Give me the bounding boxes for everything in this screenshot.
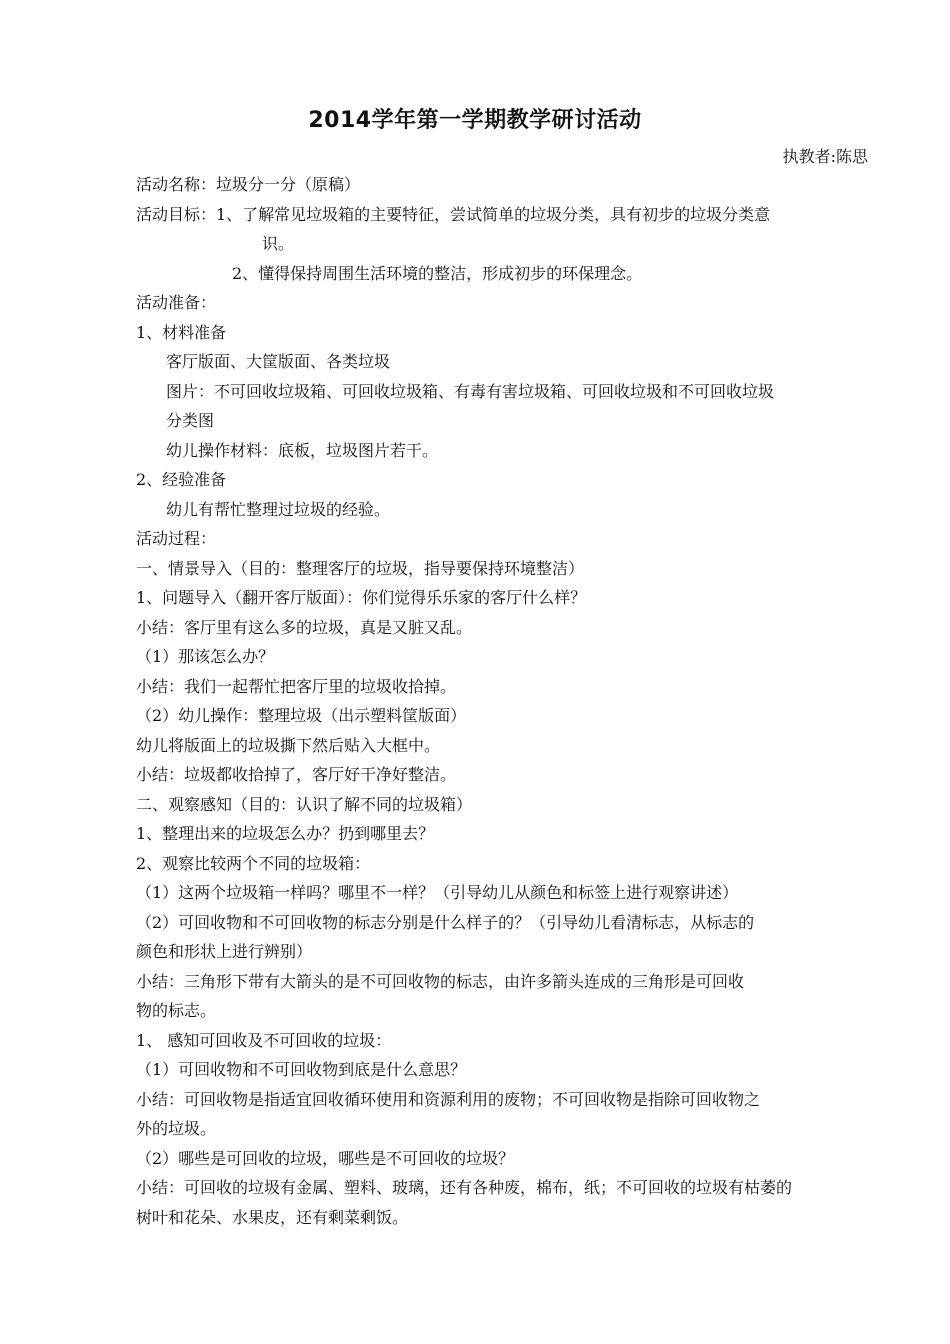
activity-goal-2: 2、懂得保持周围生活环境的整洁，形成初步的环保理念。 <box>232 263 643 283</box>
summary-1: 小结：客厅里有这么多的垃圾，真是又脏又乱。 <box>136 617 473 637</box>
prep-experience-text: 幼儿有帮忙整理过垃圾的经验。 <box>166 499 391 519</box>
section-two: 二、观察感知（目的：认识了解不同的垃圾箱） <box>136 794 473 814</box>
sub-question-1: （1）这两个垃圾箱一样吗？哪里不一样？（引导幼儿从颜色和标签上进行观察讲述） <box>136 883 739 902</box>
document-title: 2014学年第一学期教学研讨活动 <box>308 108 642 133</box>
author-line: 执教者:陈思 <box>782 147 868 166</box>
sub-item-1: （1）那该怎么办？ <box>136 647 275 666</box>
question-2: 2、观察比较两个不同的垃圾箱： <box>136 853 371 873</box>
activity-name: 活动名称：垃圾分一分（原稿） <box>136 175 361 194</box>
summary-2: 小结：我们一起帮忙把客厅里的垃圾收拾掉。 <box>136 676 457 696</box>
prep-materials-child: 幼儿操作材料：底板，垃圾图片若干。 <box>166 440 439 460</box>
summary-4-cont: 物的标志。 <box>136 1001 217 1020</box>
prep-materials-images-cont: 分类图 <box>166 411 215 430</box>
prep-heading: 活动准备： <box>136 293 217 312</box>
question-intro: 1、问题导入（翻开客厅版面）：你们觉得乐乐家的客厅什么样？ <box>136 588 587 607</box>
child-action: 幼儿将版面上的垃圾撕下然后贴入大框中。 <box>136 735 441 755</box>
summary-6: 小结：可回收的垃圾有金属、塑料、玻璃，还有各种废，棉布，纸；不可回收的垃圾有枯萎的 <box>136 1178 793 1197</box>
process-heading: 活动过程： <box>136 529 217 548</box>
activity-goal-1-cont: 识。 <box>262 234 295 253</box>
section-one: 一、情景导入（目的：整理客厅的垃圾，指导要保持环境整洁） <box>136 558 585 578</box>
sub-item-2: （2）幼儿操作：整理垃圾（出示塑料筐版面） <box>136 706 467 725</box>
prep-experience: 2、经验准备 <box>136 470 227 489</box>
perceive-heading: 1、 感知可回收及不可回收的垃圾： <box>136 1030 392 1050</box>
summary-4: 小结：三角形下带有大箭头的是不可回收物的标志，由许多箭头连成的三角形是可回收 <box>136 971 745 991</box>
sub-question-2: （2）可回收物和不可回收物的标志分别是什么样子的？（引导幼儿看清标志，从标志的 <box>136 912 755 932</box>
sub-question-3: （1）可回收物和不可回收物到底是什么意思？ <box>136 1060 467 1079</box>
summary-3: 小结：垃圾都收拾掉了，客厅好干净好整洁。 <box>136 765 457 784</box>
prep-materials-boards: 客厅版面、大筐版面、各类垃圾 <box>166 352 391 371</box>
prep-materials: 1、材料准备 <box>136 322 227 342</box>
summary-6-cont: 树叶和花朵、水果皮，还有剩菜剩饭。 <box>136 1207 409 1227</box>
summary-5: 小结：可回收物是指适宜回收循环使用和资源利用的废物；不可回收物是指除可回收物之 <box>136 1089 761 1109</box>
sub-question-4: （2）哪些是可回收的垃圾，哪些是不可回收的垃圾？ <box>136 1148 515 1168</box>
document-body <box>136 170 870 1232</box>
prep-materials-images: 图片：不可回收垃圾箱、可回收垃圾箱、有毒有害垃圾箱、可回收垃圾和不可回收垃圾 <box>166 381 775 401</box>
summary-5-cont: 外的垃圾。 <box>136 1119 217 1138</box>
sub-question-2-cont: 颜色和形状上进行辨别） <box>136 942 313 961</box>
activity-goal-1: 活动目标：1、了解常见垃圾箱的主要特征，尝试简单的垃圾分类，具有初步的垃圾分类意 <box>136 204 771 224</box>
question-1: 1、整理出来的垃圾怎么办？扔到哪里去？ <box>136 824 435 843</box>
